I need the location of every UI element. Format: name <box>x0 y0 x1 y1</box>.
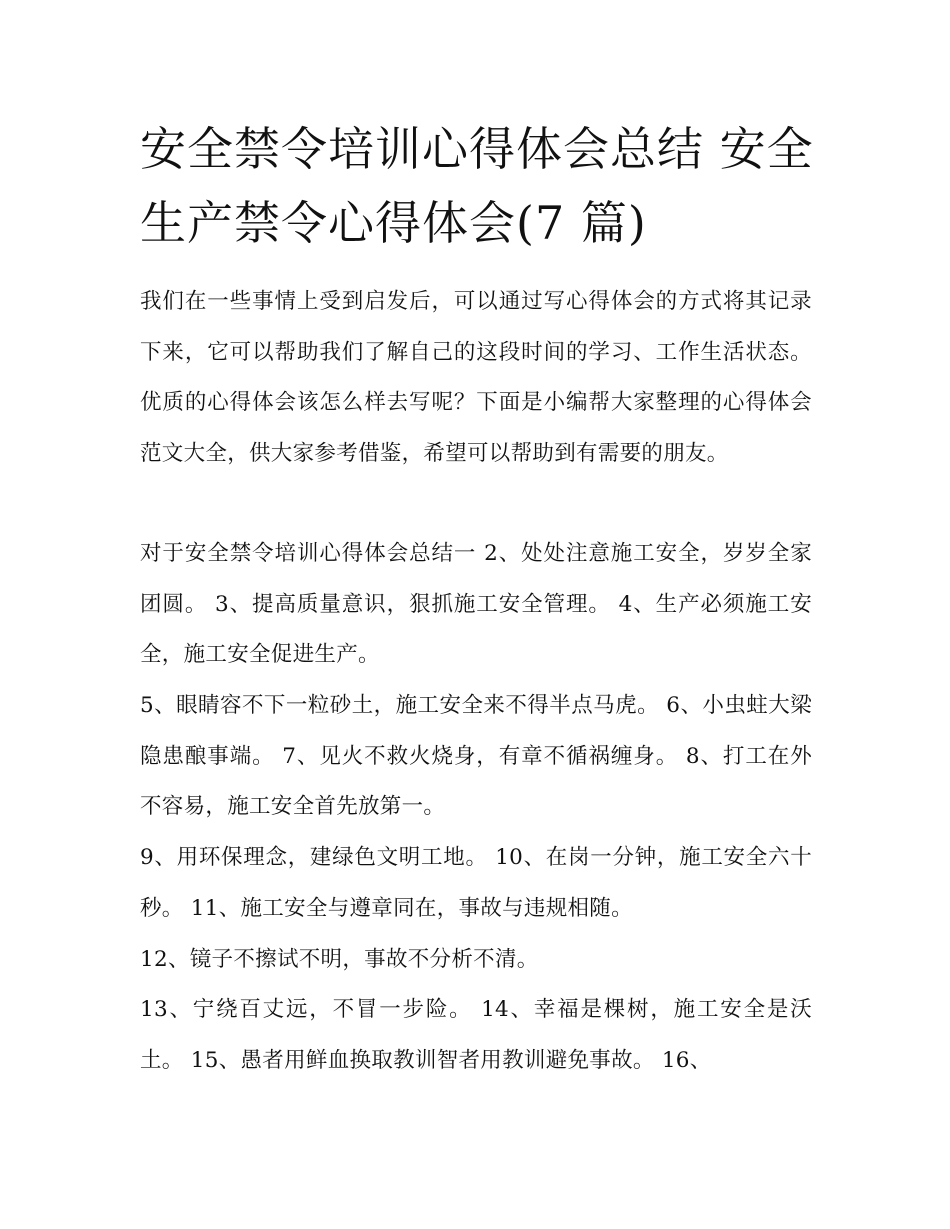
intro-paragraph: 我们在一些事情上受到启发后，可以通过写心得体会的方式将其记录下来，它可以帮助我们了解自己的这段时间的学习、工作生活状态。优质的心得体会该怎么样去写呢？下面是小编帮大家整理的心得体会范文大全，供大家参考借鉴，希望可以帮助到有需要的朋友。 <box>140 289 812 466</box>
body-paragraph: 13、宁绕百丈远，不冒一步险。 14、幸福是棵树，施工安全是沃土。 15、愚者用鲜血换取教训智者用教训避免事故。 16、 <box>140 997 812 1073</box>
body-paragraph: 5、眼睛容不下一粒砂土，施工安全来不得半点马虎。 6、小虫蛀大梁隐患酿事端。 7、见火不救火烧身，有章不循祸缠身。 8、打工在外不容易，施工安全首先放第一。 <box>140 693 812 819</box>
body-paragraph: 对于安全禁令培训心得体会总结一 2、处处注意施工安全，岁岁全家团圆。 3、提高质量意识，狠抓施工安全管理。 4、生产必须施工安全，施工安全促进生产。 <box>140 541 812 667</box>
document-title: 安全禁令培训心得体会总结 安全生产禁令心得体会(7 篇) <box>140 122 814 250</box>
body-paragraph: 12、镜子不擦试不明，事故不分析不清。 <box>140 947 539 972</box>
body-paragraph: 9、用环保理念，建绿色文明工地。 10、在岗一分钟，施工安全六十秒。 11、施工安全与遵章同在，事故与违规相随。 <box>140 845 812 921</box>
